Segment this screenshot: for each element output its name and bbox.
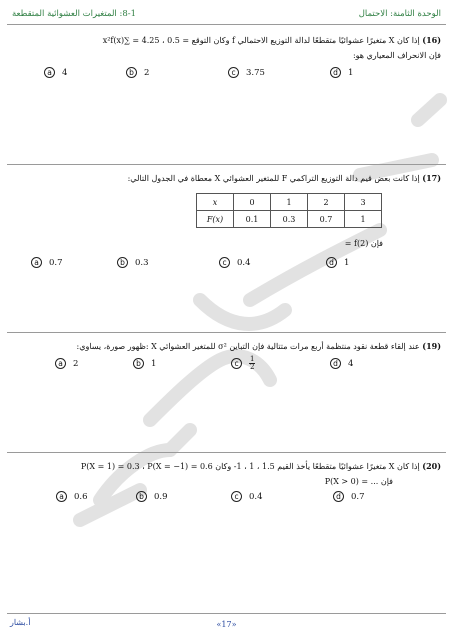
option-text: 0.4: [249, 491, 263, 502]
q17-line1: إذا كانت بعض قيم دالة التوزيع التراكمي F للمتغير العشوائي X معطاة في الجدول التالي:: [127, 174, 420, 183]
option-text: 2: [73, 358, 79, 369]
option-text: 4: [348, 358, 354, 369]
option-text: 0.4: [237, 257, 251, 268]
q19-line1: عند إلقاء قطعة نقود منتظمة أربع مرات متتالية فإن التباين σ² للمتغير العشوائي X :ظهور صورة، يساوي:: [76, 342, 420, 351]
table-cell: 1: [345, 211, 382, 228]
fraction: [249, 356, 255, 371]
table-cell: x: [197, 194, 234, 211]
option-text: 0.6: [74, 491, 88, 502]
option-letter: d: [330, 67, 341, 78]
q20-option-b[interactable]: [136, 491, 168, 502]
header-rule: [7, 24, 446, 25]
footer-rule: [7, 613, 446, 614]
q17-option-a[interactable]: [31, 257, 63, 268]
q19-option-a[interactable]: [55, 358, 78, 369]
option-letter: d: [330, 358, 341, 369]
q20-number: (20): [422, 461, 441, 471]
option-letter: a: [55, 358, 66, 369]
option-letter: c: [231, 491, 242, 502]
option-letter: b: [136, 491, 147, 502]
section-title: 8-1: المتغيرات العشوائية المتقطعة: [12, 9, 137, 19]
q16-line1: إذا كان X متغيرًا عشوائيًا متقطعًا لدالة التوزيع الاحتمالي f وكان التوقع = 0.5 ، 4.25 = ∑x²f(x): [102, 36, 420, 45]
option-text: 0.7: [351, 491, 365, 502]
q20-line1: إذا كان X متغيرًا عشوائيًا متقطعًا يأخذ القيم 1.5 ، 1 ، 1- وكان P(X = 1) = 0.3 ، P(X = −1) = 0.6: [80, 462, 420, 471]
table-cell: F(x): [197, 211, 234, 228]
q17-stem: [128, 172, 441, 185]
option-letter: b: [126, 67, 137, 78]
q17-option-b[interactable]: [117, 257, 149, 268]
q16-option-b[interactable]: [126, 67, 149, 78]
option-letter: c: [219, 257, 230, 268]
q17-option-c[interactable]: [219, 257, 251, 268]
table-cell: 0.3: [271, 211, 308, 228]
option-letter: b: [133, 358, 144, 369]
table-cell: 3: [345, 194, 382, 211]
q20-stem: [81, 460, 441, 473]
divider: [7, 452, 446, 453]
q16-line2: فإن الانحراف المعياري هو:: [352, 51, 441, 60]
option-text: 1: [348, 67, 354, 78]
option-letter: c: [231, 358, 242, 369]
table-row: [197, 194, 382, 211]
q17-number: (17): [422, 173, 441, 183]
option-text: 4: [62, 67, 68, 78]
fraction-denominator: 2: [250, 363, 255, 371]
option-text: 0.3: [135, 257, 149, 268]
divider: [7, 332, 446, 333]
q19-number: (19): [422, 341, 441, 351]
q16-number: (16): [422, 35, 441, 45]
table-cell: 0.7: [308, 211, 345, 228]
table-cell: 0.1: [234, 211, 271, 228]
unit-title: الوحدة الثامنة: الاحتمال: [358, 9, 441, 19]
option-letter: a: [31, 257, 42, 268]
option-letter: b: [117, 257, 128, 268]
option-text: 2: [144, 67, 150, 78]
option-letter: a: [56, 491, 67, 502]
q17-line2: فإن f(2) =: [344, 239, 383, 248]
table-row: [197, 211, 382, 228]
q16-option-a[interactable]: [44, 67, 67, 78]
table-cell: 1: [271, 194, 308, 211]
q16-option-d[interactable]: [330, 67, 353, 78]
option-letter: d: [333, 491, 344, 502]
q17-option-d[interactable]: [326, 257, 349, 268]
option-letter: a: [44, 67, 55, 78]
q20-option-a[interactable]: [56, 491, 88, 502]
option-text: 1: [344, 257, 350, 268]
q20-line2: فإن ... = P(X > 0): [324, 477, 393, 486]
option-text: 1: [151, 358, 157, 369]
fraction-numerator: 1: [250, 355, 255, 363]
option-text: 3.75: [246, 67, 265, 78]
table-cell: 0: [234, 194, 271, 211]
q20-option-d[interactable]: [333, 491, 365, 502]
divider: [7, 164, 446, 165]
table-cell: 2: [308, 194, 345, 211]
q19-stem: [77, 340, 442, 353]
q16-option-c[interactable]: [228, 67, 265, 78]
q16-stem: [103, 34, 441, 47]
cdf-table: [196, 193, 382, 228]
option-text: 0.7: [49, 257, 63, 268]
option-text: 0.9: [154, 491, 168, 502]
q20-option-c[interactable]: [231, 491, 263, 502]
q19-option-c[interactable]: [231, 356, 255, 371]
page-number: «17»: [216, 620, 237, 629]
footer-author: أ.بشار: [10, 618, 31, 627]
option-letter: c: [228, 67, 239, 78]
option-letter: d: [326, 257, 337, 268]
q19-option-d[interactable]: [330, 358, 353, 369]
q19-option-b[interactable]: [133, 358, 156, 369]
